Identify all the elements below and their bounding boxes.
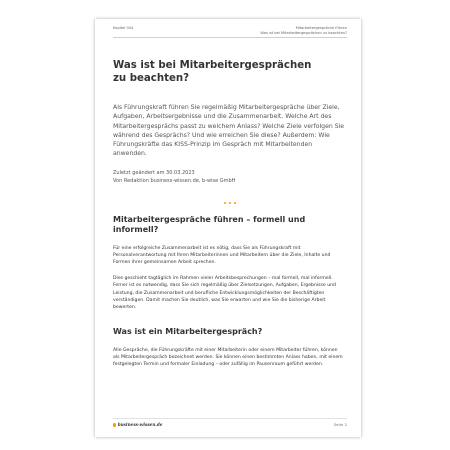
article-title: Was ist bei Mitarbeitergesprächen zu beachten? <box>113 60 312 84</box>
section-paragraph: Für eine erfolgreiche Zusammenarbeit ist es nötig, dass Sie als Führungskraft mit Personalverantwortung mit Ihren Mitarbeiterinnen und Mitarbeitern über die Ziele, Inhalte und Formen ihrer gemeinsamen Arbeit sprechen. <box>113 245 331 265</box>
dot-icon <box>229 202 232 205</box>
page-number: Seite 2 <box>333 422 347 427</box>
page-footer <box>113 418 347 429</box>
dot-icon <box>234 202 237 205</box>
separator-dots <box>113 193 347 201</box>
updated-date: Zuletzt geändert am 30.03.2023 <box>113 169 195 176</box>
section-paragraph: Dies geschieht tagtäglich im Rahmen vieler Arbeitsbesprechungen – mal formell, mal informell. Ferner ist es notwendig, dass Sie sich regelmäßig über Zielsetzungen, Aufgaben, Ergebnisse und Leistung, die Zusammenarbeit und berufliche Entwicklungsmöglichkeiten der Beschäftigten verständigen. Damit machen Sie deutlich, was Sie erwarten und wie Sie die bisherige Arbeit bewerten. <box>113 276 336 310</box>
header-section-title: Mitarbeitergespräche führen <box>295 26 347 30</box>
section-heading-definition: Was ist ein Mitarbeitergespräch? <box>113 327 263 337</box>
brand-logo <box>113 422 162 427</box>
header-right <box>260 26 347 36</box>
section-heading-formell: Mitarbeitergespräche führen – formell und informell? <box>113 214 306 234</box>
page-content <box>113 59 347 368</box>
logo-dot-icon <box>113 423 116 426</box>
chapter-label: Kapitel 004 <box>113 26 134 30</box>
header-article-title: Was ist bei Mitarbeitergesprächen zu beachten? <box>260 30 347 35</box>
article-meta <box>113 169 347 185</box>
logo-text: business-wissen.de <box>117 422 163 427</box>
page-header <box>113 25 347 38</box>
author-line: Von Redaktion business-wissen.de, b-wise GmbH <box>113 177 236 184</box>
document-page <box>95 19 361 437</box>
dot-icon <box>224 202 227 205</box>
article-lead: Als Führungskraft führen Sie regelmäßig Mitarbeitergespräche über Ziele, Aufgaben, Arbeitsergebnisse und die Zusammenarbeit. Welche Art des Mitarbeitergesprächs passt zu welchem Anlass? Welche Ziele verfolgen Sie während des Gesprächs? Und wie erreichen Sie diese? Außerdem: Wie Führungskräfte das KISS-Prinzip im Gespräch mit Mitarbeitenden anwenden. <box>113 104 345 158</box>
section-paragraph: Alle Gespräche, die Führungskräfte mit einer Mitarbeiterin oder einem Mitarbeiter führen, können als Mitarbeitergespräch bezeichnet werden. Sie können einen bestimmten Anlass haben, mit einem festgelegten Termin und formaler Einladung – oder zufällig im Pausenraum geführt werden. <box>113 347 343 368</box>
